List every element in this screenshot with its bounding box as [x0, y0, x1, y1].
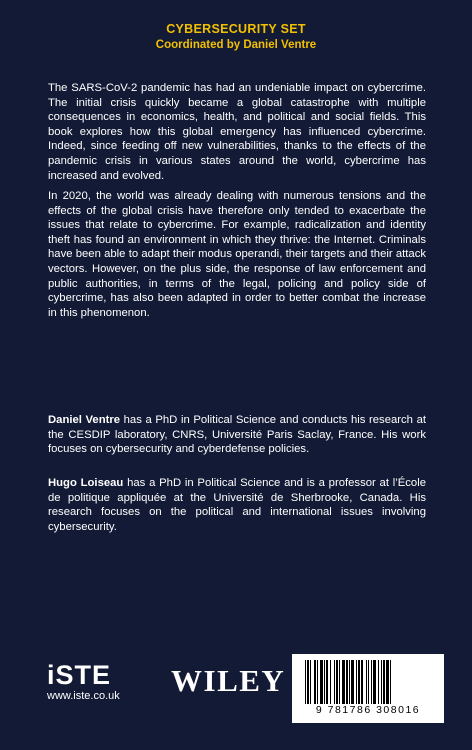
- description-paragraph-1: The SARS-CoV-2 pandemic has had an undeniable impact on cybercrime. The initial crisis quickly became a global catastrophe with multiple consequences in economics, health, and political and social fields. This book explores how this global emergency has influenced cybercrime. Indeed, since feeding off new vulnerabilities, thanks to the effects of the pandemic crisis in various states around the world, cybercrime has increased and evolved.: [48, 82, 426, 182]
- description-paragraph-2: In 2020, the world was already dealing with numerous tensions and the effects of the global crisis have therefore only tended to exacerbate the issues that relate to cybercrime. For example, radicalization and identity theft has found an environment in which they thrive: the Internet. Criminals have been able to adapt their modus operandi, their targets and their attack vectors. However, on the plus side, the response of law enforcement and public authorities, in terms of the legal, policing and policy side of cybercrime, has also been adapted in order to better combat the increase in this phenomenon.: [48, 190, 426, 319]
- author-name: Hugo Loiseau: [48, 477, 124, 489]
- author-bio-text: has a PhD in Political Science and conducts his research at the CESDIP laboratory, CNRS, Université Paris Saclay, France. His work focuses on cybersecurity and cyberdefense policies.: [48, 414, 426, 456]
- series-title: CYBERSECURITY SET: [166, 22, 306, 36]
- author-bio-2: [48, 476, 426, 534]
- author-name: Daniel Ventre: [48, 414, 121, 426]
- isbn-number: 9 781786 308016: [315, 704, 421, 716]
- barcode-bars-icon: [305, 660, 431, 704]
- iste-logo: iSTE: [47, 660, 112, 690]
- wiley-logo: WILEY: [171, 663, 286, 698]
- author-bio-1: [48, 413, 426, 457]
- series-coordinator: Coordinated by Daniel Ventre: [155, 39, 317, 51]
- isbn-barcode: [292, 654, 444, 723]
- author-bio-text: has a PhD in Political Science and is a professor at l’École de politique appliquée at the Université de Sherbrooke, Canada. His research focuses on the political and international issues involving cybersecurity.: [48, 477, 426, 533]
- iste-url: www.iste.co.uk: [47, 690, 120, 702]
